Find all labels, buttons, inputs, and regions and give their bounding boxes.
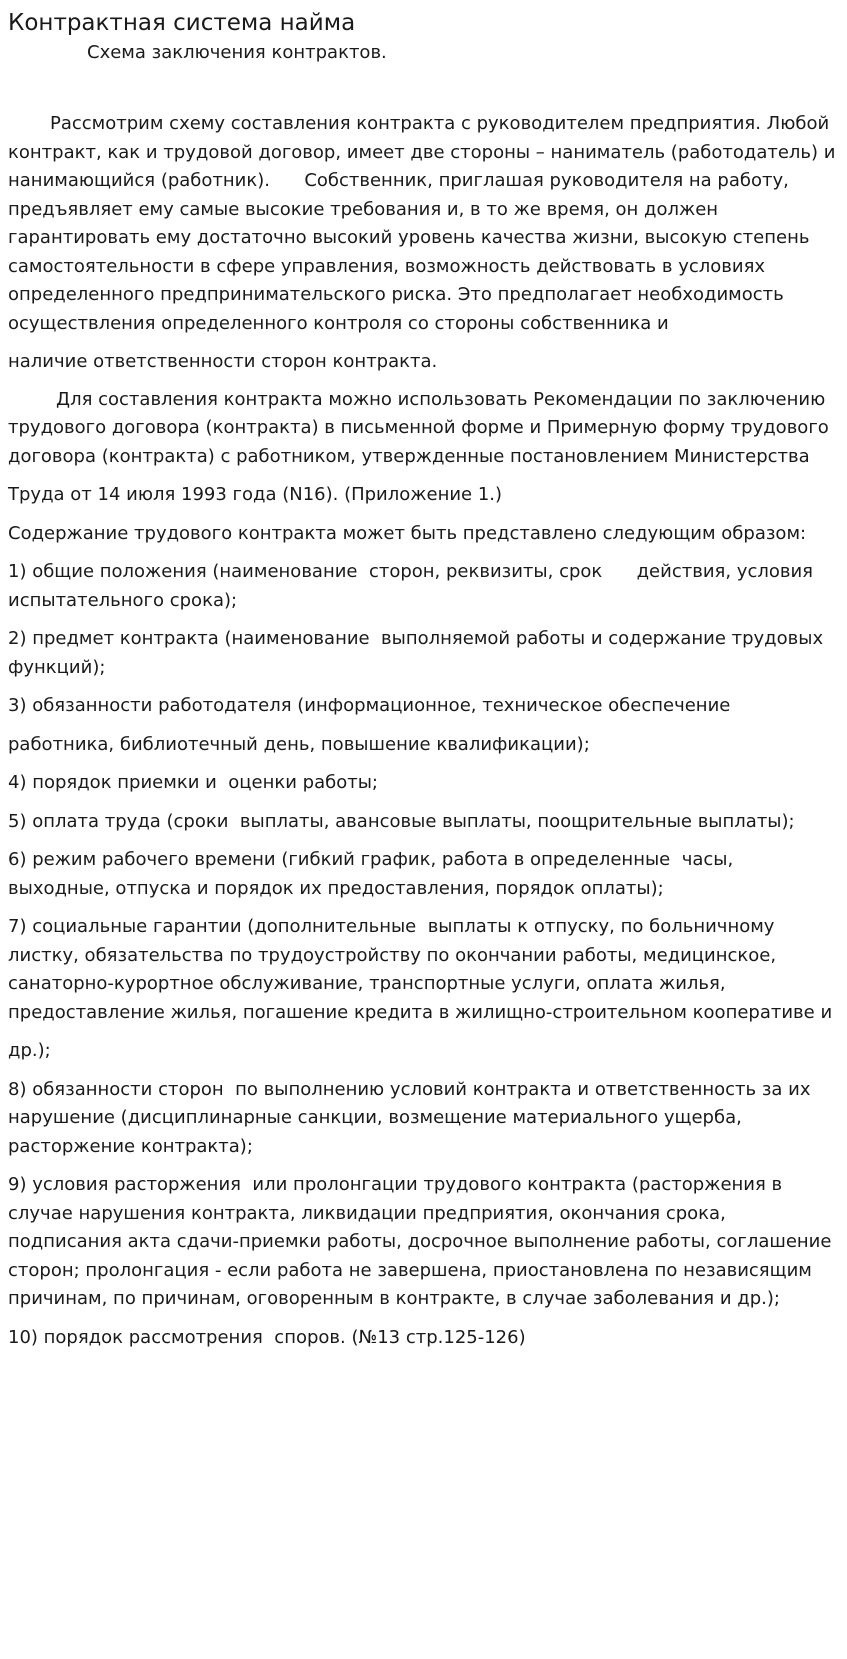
list-item-working-hours: 6) режим рабочего времени (гибкий график, работа в определенные часы, выходные, отпуска и порядок их предоставления, порядок оплаты);: [8, 849, 739, 899]
list-item-employer-duties: 3) обязанности работодателя (информационное, техническое обеспечение: [8, 695, 731, 716]
paragraph-recommendations: Для составления контракта можно использовать Рекомендации по заключению трудового договора (контракта) в письменной форме и Примерную форму трудового договора (контракта) с работником, утвержденные постановлением Министерства: [8, 388, 829, 467]
list-item-general: 1) общие положения (наименование сторон, реквизиты, срок действия, условия испытательного срока);: [8, 561, 819, 611]
list-item-payment: 5) оплата труда (сроки выплаты, авансовые выплаты, поощрительные выплаты);: [8, 810, 795, 832]
list-item-subject: 2) предмет контракта (наименование выполняемой работы и содержание трудовых функций);: [8, 628, 829, 678]
paragraph-ministry-date: Труда от 14 июля 1993 года (N16). (Приложение 1.): [8, 484, 503, 505]
list-item-employer-duties-cont: работника, библиотечный день, повышение квалификации);: [8, 733, 590, 755]
list-item-social-guarantees-cont: др.);: [8, 1040, 51, 1061]
list-item-acceptance: 4) порядок приемки и оценки работы;: [8, 772, 378, 793]
list-item-party-duties: 8) обязанности сторон по выполнению условий контракта и ответственность за их нарушение (дисциплинарные санкции, возмещение материального ущерба, расторжение контракта);: [8, 1078, 817, 1157]
list-item-termination: 9) условия расторжения или пролонгации трудового контракта (расторжения в случае нарушения контракта, ликвидации предприятия, окончания срока, подписания акта сдачи-приемки работы, досрочное выполнение работы, соглашение сторон; пролонгация - если работа не завершена, приостановлена по независящим причинам, по причинам, оговоренным в контракте, в случае заболевания и др.);: [8, 1174, 838, 1309]
page-title: Контрактная система найма: [8, 10, 356, 36]
page-subtitle: Схема заключения контрактов.: [87, 42, 387, 63]
list-item-social-guarantees: 7) социальные гарантии (дополнительные выплаты к отпуску, по больничному листку, обязательства по трудоустройству по окончании работы, медицинское, санаторно-курортное обслуживание, транспортные услуги, оплата жилья, предоставление жилья, погашение кредита в жилищно-строительном кооперативе и: [8, 916, 833, 1023]
list-item-disputes: 10) порядок рассмотрения споров. (№13 стр.125-126): [8, 1326, 526, 1348]
paragraph-responsibility: наличие ответственности сторон контракта.: [8, 351, 438, 372]
paragraph-intro: Рассмотрим схему составления контракта с руководителем предприятия. Любой контракт, как и трудовой договор, имеет две стороны – наниматель (работодатель) и нанимающийся (работник). Собственник, приглашая руководителя на работу, предъявляет ему самые высокие требования и, в то же время, он должен гарантировать ему достаточно высокий уровень качества жизни, высокую степень самостоятельности в сфере управления, возможность действовать в условиях определенного предпринимательского риска. Это предполагает необходимость осуществления определенного контроля со стороны собственника и: [8, 113, 842, 334]
paragraph-contents-intro: Содержание трудового контракта может быть представлено следующим образом:: [8, 522, 807, 544]
